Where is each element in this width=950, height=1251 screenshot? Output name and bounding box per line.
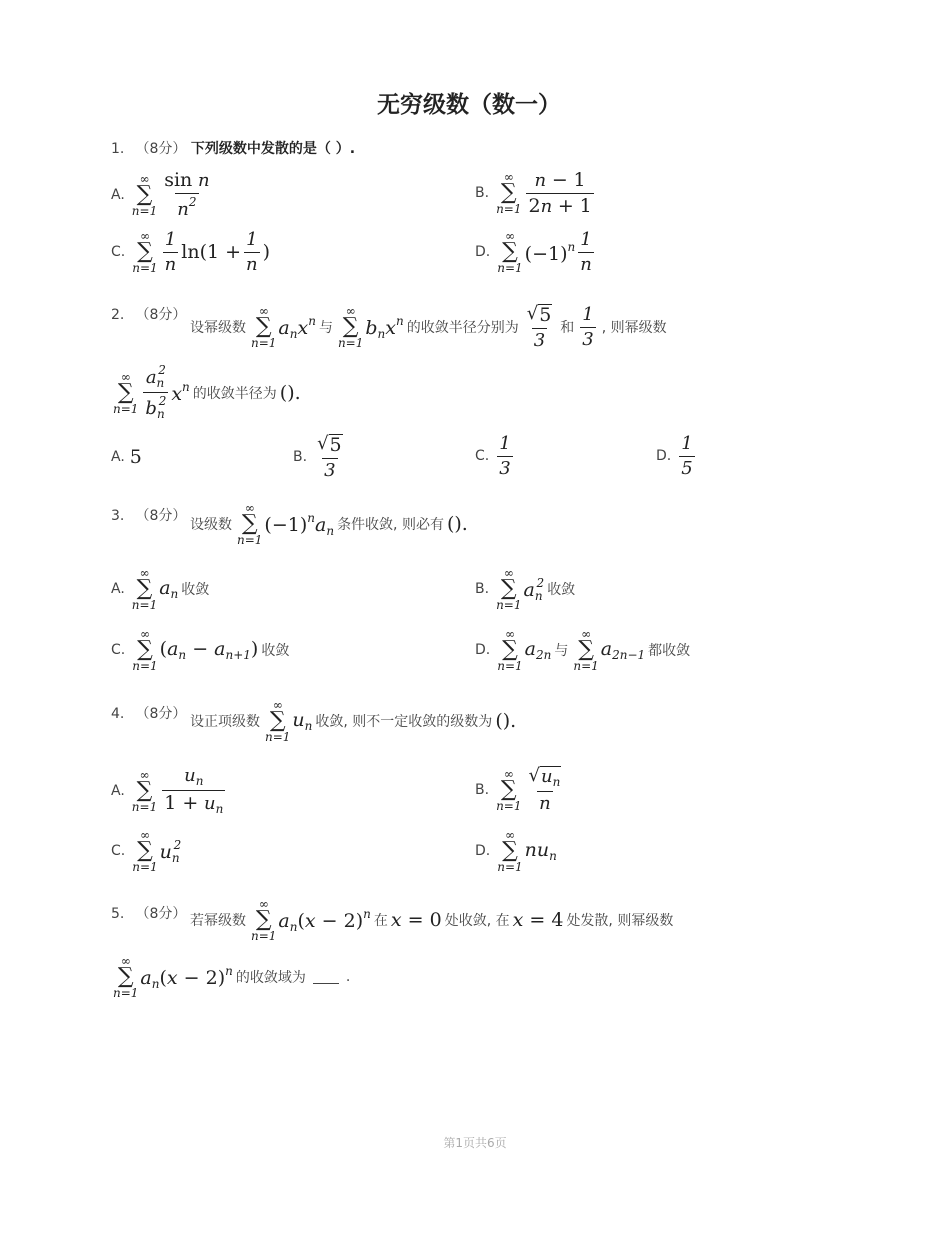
sum-symbol: ∞ ∑ n=1: [251, 897, 277, 943]
option-label: D.: [475, 244, 491, 261]
question-score: （8分）: [135, 906, 187, 922]
option-text: 都收敛: [648, 643, 691, 659]
option-label: C.: [111, 843, 126, 859]
question-number: 2.: [111, 307, 125, 323]
stem-text: 的收敛半径分别为: [406, 320, 519, 337]
question-number: 5.: [111, 906, 125, 922]
stem-text: 的收敛半径为: [192, 385, 277, 402]
stem-text: , 则幂级数: [601, 320, 667, 337]
option-label: C.: [475, 448, 490, 465]
stem-text: 与: [318, 320, 333, 337]
question-number: 3.: [111, 508, 125, 524]
question-stem: 下列级数中发散的是（ ）.: [190, 141, 356, 157]
sum-symbol: ∞ ∑ n=1: [131, 566, 158, 612]
math-expression: $a_n^2$: [523, 575, 545, 603]
q4-option-d[interactable]: [475, 829, 557, 873]
sum-symbol: ∞ ∑ n=1: [573, 627, 599, 673]
option-label: D.: [475, 843, 491, 859]
question-score: （8分）: [135, 307, 187, 323]
sum-symbol: ∞ ∑ n=1: [496, 170, 522, 217]
sum-symbol: ∞ ∑ n=1: [265, 698, 291, 744]
q1-option-d[interactable]: [475, 230, 597, 275]
q2-option-a[interactable]: [111, 446, 142, 468]
option-value: 5: [129, 446, 142, 468]
option-label: B.: [293, 449, 308, 466]
q2-option-c[interactable]: [475, 434, 516, 479]
q5-stem-line-1: [187, 898, 676, 942]
math-expression: $a_nx^n$: [278, 313, 316, 341]
sum-symbol: ∞ ∑ n=1: [337, 304, 364, 351]
q1-option-c[interactable]: [111, 230, 270, 275]
answer-parens: ().: [495, 710, 517, 732]
fraction: $\frac{1}{n}$: [246, 229, 258, 275]
fraction: $\frac{1}{n}$: [164, 229, 177, 275]
q2-option-b[interactable]: [293, 434, 348, 481]
option-label: B.: [475, 581, 490, 597]
fraction: √ $u_n$ n: [528, 765, 561, 815]
math-expression: ln(1 +: [181, 241, 242, 264]
fraction: $\frac{a_n^2}{b_n^2}$: [145, 363, 167, 422]
stem-text: 处发散, 则幂级数: [566, 913, 674, 929]
q3-option-b[interactable]: [475, 567, 578, 611]
sum-symbol: ∞ ∑ n=1: [237, 501, 263, 547]
question-3-header: [111, 505, 186, 525]
question-score: （8分）: [135, 508, 187, 524]
stem-text: 若幂级数: [190, 913, 246, 929]
sum-symbol: ∞ ∑ n=1: [113, 954, 139, 1000]
fraction: $\frac{1}{5}$: [681, 433, 693, 479]
q3-option-d[interactable]: [475, 628, 693, 672]
q4-stem: [187, 699, 516, 743]
math-expression: $a_n(x - 2)^n$: [140, 963, 233, 991]
question-score: （8分）: [135, 706, 187, 722]
question-number: 4.: [111, 706, 125, 722]
question-number: 1.: [111, 141, 125, 157]
fraction: √ 5 3: [526, 303, 552, 351]
answer-blank[interactable]: [313, 970, 339, 984]
page-footer: 第1页共6页: [443, 1136, 507, 1150]
q4-option-b[interactable]: [475, 766, 566, 814]
option-label: D.: [475, 642, 491, 658]
stem-text: 处收敛, 在: [444, 913, 510, 929]
stem-text: 在: [373, 913, 388, 929]
answer-parens: ().: [446, 513, 468, 535]
option-label: A.: [111, 186, 125, 203]
fraction: $\frac{n - 1}{2n + 1}$: [528, 169, 592, 217]
fraction: $\frac{\text{sin n}}{n^2}$: [164, 169, 210, 220]
sum-symbol: ∞ ∑ n=1: [497, 828, 523, 874]
q2-stem-line-2: [111, 364, 301, 421]
question-2-header: [111, 304, 186, 324]
page-title: 无穷级数（数一）: [377, 92, 561, 118]
sum-symbol: ∞ ∑ n=1: [497, 627, 523, 673]
math-expression: $u_n^2$: [159, 837, 182, 865]
fraction: $\frac{1}{n}$: [580, 229, 592, 275]
math-expression: x = 0: [390, 909, 442, 931]
math-expression: ): [262, 241, 271, 264]
sum-symbol: ∞ ∑ n=1: [496, 566, 522, 612]
math-expression: $(a_n - a_{n+1})$: [159, 638, 259, 662]
stem-text: 和: [560, 320, 575, 337]
option-label: B.: [475, 185, 490, 202]
q1-option-a[interactable]: [111, 170, 215, 220]
answer-parens: ().: [279, 381, 301, 404]
sum-symbol: ∞ ∑ n=1: [251, 304, 277, 351]
stem-text: 收敛, 则不一定收敛的级数为: [315, 714, 493, 730]
fraction: $\frac{1}{3}$: [499, 433, 511, 479]
option-text: 收敛: [261, 643, 290, 659]
sum-symbol: ∞ ∑ n=1: [132, 627, 158, 673]
period: .: [345, 969, 351, 985]
stem-text: 设幂级数: [190, 320, 246, 337]
question-4-header: [111, 703, 186, 723]
math-expression: $u_n$: [292, 709, 313, 733]
option-label: C.: [111, 244, 126, 261]
math-expression: $(-1)^n$: [524, 239, 576, 265]
math-expression: $x^n$: [171, 380, 190, 406]
math-expression: $a_n(x - 2)^n$: [278, 906, 371, 934]
sum-symbol: ∞ ∑ n=1: [132, 828, 158, 874]
fraction: $\frac{u_n}{1 + u_n}$: [164, 765, 224, 817]
question-1-header: [111, 138, 355, 158]
option-label: A.: [111, 449, 125, 465]
stem-text: 设正项级数: [190, 714, 260, 730]
q1-option-b[interactable]: [475, 170, 597, 217]
sum-symbol: ∞ ∑ n=1: [496, 766, 522, 813]
option-text: 收敛: [181, 582, 210, 598]
sum-symbol: ∞ ∑ n=1: [497, 229, 523, 276]
sum-symbol: ∞ ∑ n=1: [132, 229, 158, 276]
q5-stem-line-2: [111, 955, 353, 999]
math-expression: $nu_n$: [524, 839, 557, 863]
option-label: C.: [111, 642, 126, 658]
q4-option-c[interactable]: [111, 829, 181, 873]
sum-symbol: ∞ ∑ n=1: [131, 768, 158, 815]
q2-stem-line-1: [187, 304, 670, 351]
q4-option-a[interactable]: [111, 766, 228, 816]
question-5-header: [111, 903, 186, 923]
math-expression: $(-1)^na_n$: [264, 510, 335, 538]
option-label: B.: [475, 781, 490, 798]
stem-text: 的收敛域为: [235, 970, 306, 986]
q3-option-c[interactable]: [111, 628, 292, 672]
q2-option-d[interactable]: [656, 434, 698, 479]
fraction: $\frac{1}{3}$: [582, 304, 594, 350]
question-score: （8分）: [135, 141, 187, 157]
q3-stem: [187, 502, 468, 546]
q3-option-a[interactable]: [111, 567, 212, 611]
option-label: A.: [111, 783, 125, 800]
option-text: 与: [554, 643, 569, 659]
fraction: √ 5 3: [317, 433, 342, 481]
math-expression: $b_nx^n$: [365, 313, 404, 341]
math-expression: $a_n$: [159, 577, 179, 601]
math-expression: $a_{2n-1}$: [600, 638, 646, 662]
math-expression: $a_{2n}$: [524, 638, 552, 662]
stem-text: 条件收敛, 则必有: [337, 517, 444, 533]
sum-symbol: ∞ ∑ n=1: [131, 171, 158, 218]
option-text: 收敛: [547, 582, 576, 598]
math-expression: x = 4: [512, 909, 564, 931]
option-label: A.: [111, 581, 125, 597]
option-label: D.: [656, 448, 672, 465]
stem-text: 设级数: [190, 517, 232, 533]
sum-symbol: ∞ ∑ n=1: [113, 369, 139, 416]
